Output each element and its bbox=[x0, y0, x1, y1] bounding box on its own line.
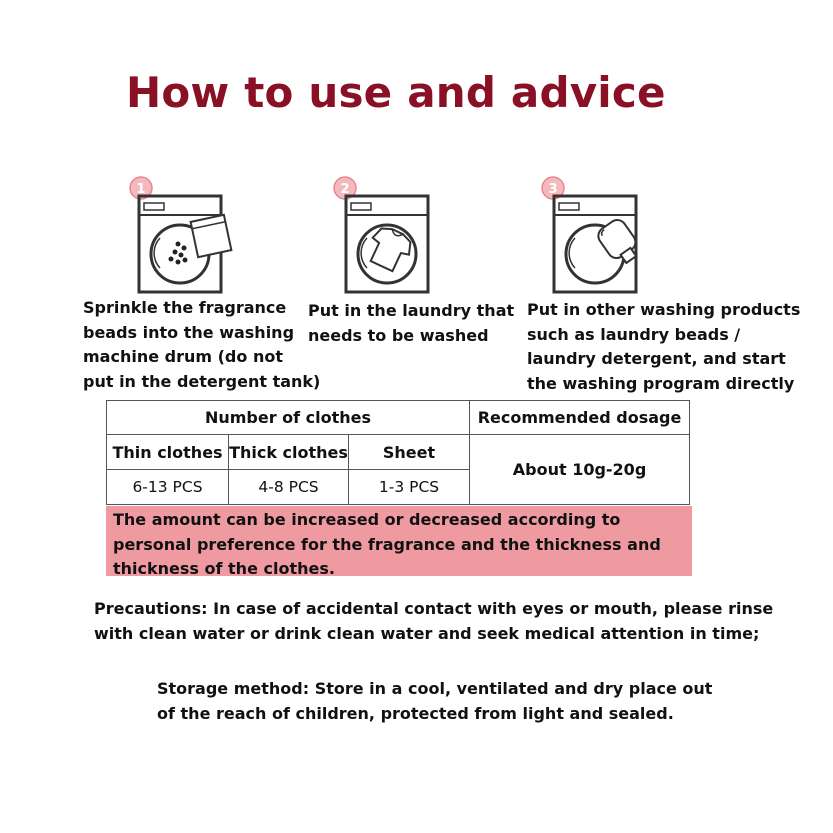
step-1-text: Sprinkle the fragrance beads into the washing machine drum (do not put in the detergent tank) bbox=[83, 298, 321, 391]
value-sheet: 1-3 PCS bbox=[349, 470, 470, 505]
dosage-table bbox=[106, 400, 690, 505]
step-3-text: Put in other washing products such as laundry beads / laundry detergent, and start the washing program directly bbox=[527, 300, 801, 393]
page-title: How to use and advice bbox=[126, 68, 666, 117]
washing-machine-detergent-icon bbox=[538, 176, 648, 296]
value-thick-clothes: 4-8 PCS bbox=[229, 470, 349, 505]
value-thin-clothes: 6-13 PCS bbox=[107, 470, 229, 505]
washing-machine-beads-icon bbox=[126, 176, 236, 296]
column-thick-clothes: Thick clothes bbox=[229, 435, 349, 470]
washing-machine-laundry-icon bbox=[330, 176, 440, 296]
dosage-note: The amount can be increased or decreased according to personal preference for the fragrance and the thickness and thickness of the clothes. bbox=[106, 506, 692, 576]
step-2-number: 2 bbox=[340, 182, 350, 197]
storage-method-text: Storage method: Store in a cool, ventilated and dry place out of the reach of children, protected from light and sealed. bbox=[157, 679, 713, 723]
step-1-number: 1 bbox=[136, 182, 146, 197]
header-recommended-dosage: Recommended dosage bbox=[470, 401, 690, 435]
dosage-value: About 10g-20g bbox=[470, 435, 690, 505]
column-sheet: Sheet bbox=[349, 435, 470, 470]
step-2-text: Put in the laundry that needs to be washed bbox=[308, 301, 515, 345]
header-number-of-clothes: Number of clothes bbox=[107, 401, 470, 435]
step-3-number: 3 bbox=[548, 182, 558, 197]
column-thin-clothes: Thin clothes bbox=[107, 435, 229, 470]
precautions-text: Precautions: In case of accidental contact with eyes or mouth, please rinse with clean water or drink clean water and seek medical attention in time; bbox=[94, 599, 774, 643]
